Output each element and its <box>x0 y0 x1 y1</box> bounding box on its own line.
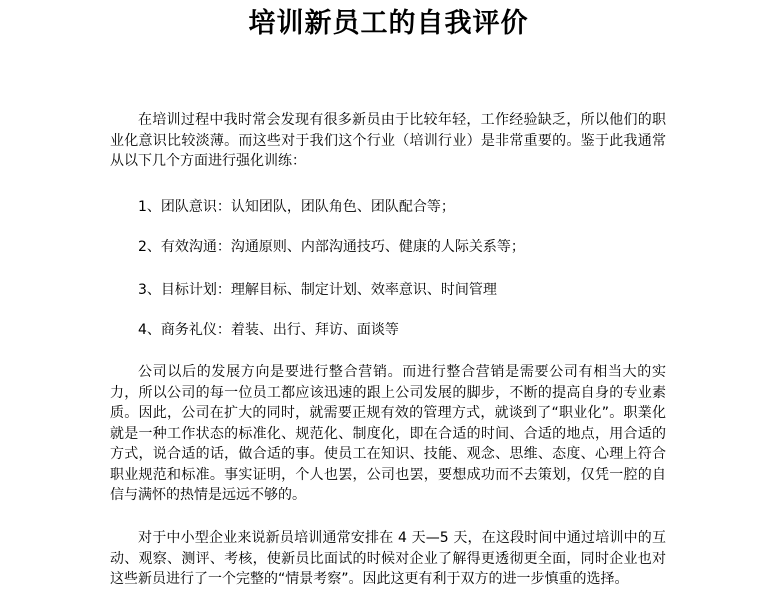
list-item: 3、目标计划：理解目标、制定计划、效率意识、时间管理 <box>138 282 497 298</box>
list-item: 1、团队意识：认知团队，团队角色、团队配合等； <box>138 199 455 215</box>
page-title: 培训新员工的自我评价 <box>248 8 529 39</box>
body-paragraph: 对于中小型企业来说新员培训通常安排在 4 天—5 天，在这段时间中通过培训中的互动、观察、测评、考核，使新员比面试的时候对企业了解得更透彻更全面，同时企业也对这些新员进行了一个完整的“情景考察”。因此这更有利于双方的进一步慎重的选择。 <box>110 530 666 587</box>
list-item: 2、有效沟通：沟通原则、内部沟通技巧、健康的人际关系等； <box>138 239 525 255</box>
body-paragraph: 公司以后的发展方向是要进行整合营销。而进行整合营销是需要公司有相当大的实力，所以公司的每一位员工都应该迅速的跟上公司发展的脚步，不断的提高自身的专业素质。因此，公司在扩大的同时，就需要正规有效的管理方式，就谈到了“职业化”。职業化就是一种工作状态的标准化、规范化、制度化，即在合适的时间、合适的地点，用合适的方式，说合适的话，做合适的事。使员工在知识、技能、观念、思维、态度、心理上符合职业规范和标准。事实证明，个人也罢，公司也罢，要想成功而不去策划，仅凭一腔的自信与满怀的热情是远远不够的。 <box>110 364 666 503</box>
intro-paragraph: 在培训过程中我时常会发现有很多新员由于比较年轻，工作经验缺乏，所以他们的职业化意识比较淡薄。而这些对于我们这个行业（培训行业）是非常重要的。鉴于此我通常从以下几个方面进行强化训练： <box>110 112 666 169</box>
list-item: 4、商务礼仪：着装、出行、拜访、面谈等 <box>138 322 399 338</box>
